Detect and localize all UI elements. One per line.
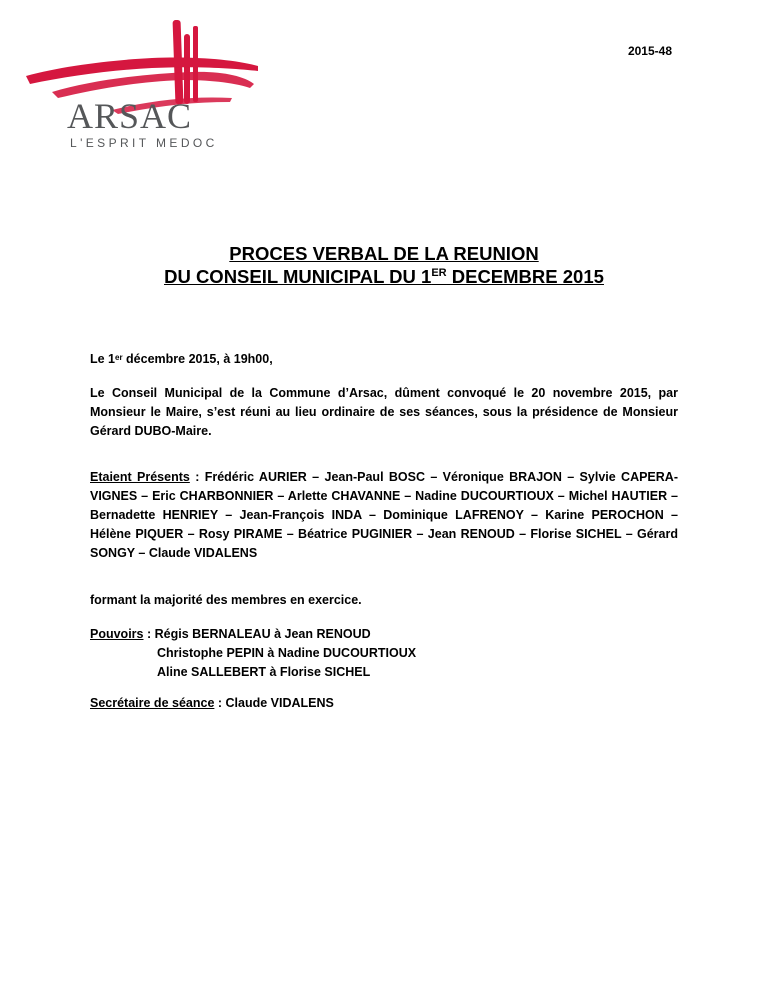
secretaire-line: Secrétaire de séance : Claude VIDALENS: [90, 696, 334, 710]
logo-subtitle: L'ESPRIT MEDOC: [70, 136, 218, 150]
majority-text: formant la majorité des membres en exercice.: [90, 593, 362, 607]
secretaire-label: Secrétaire de séance: [90, 696, 215, 710]
arsac-logo: [22, 14, 262, 164]
pouvoir-3: Aline SALLEBERT à Florise SICHEL: [157, 665, 371, 679]
pouvoirs-block: Pouvoirs : Régis BERNALEAU à Jean RENOUD Christophe PEPIN à Nadine DUCOURTIOUX Aline SALLEBERT à Florise SICHEL: [90, 625, 678, 682]
presents-list: : Frédéric AURIER – Jean-Paul BOSC – Véronique BRAJON – Sylvie CAPERA-VIGNES – Eric CHARBONNIER – Arlette CHAVANNE – Nadine DUCOURTIOUX – Michel HAUTIER – Bernadette HENRIEY – Jean-François INDA – Dominique LAFRENOY – Karine PEROCHON – Hélène PIQUER – Rosy PIRAME – Béatrice PUGINIER – Jean RENOUD – Florise SICHEL – Gérard SONGY – Claude VIDALENS: [90, 470, 678, 560]
title-line-1: PROCES VERBAL DE LA REUNION: [229, 243, 539, 264]
logo-name: ARSAC: [67, 96, 193, 136]
presents-label: Etaient Présents: [90, 470, 190, 484]
pouvoirs-label: Pouvoirs: [90, 627, 144, 641]
document-number: 2015-48: [627, 44, 672, 58]
pouvoir-2: Christophe PEPIN à Nadine DUCOURTIOUX: [157, 646, 417, 660]
title-line-2: DU CONSEIL MUNICIPAL DU 1ER DECEMBRE 2015: [164, 266, 604, 287]
presents-paragraph: [90, 468, 678, 563]
intro-paragraph: Le Conseil Municipal de la Commune d’Arsac, dûment convoqué le 20 novembre 2015, par Monsieur le Maire, s’est réuni au lieu ordinaire de ses séances, sous la présidence de Monsieur Gérard DUBO-Maire.: [90, 386, 678, 438]
meeting-date: Le 1er décembre 2015, à 19h00,: [90, 352, 273, 366]
document-title: [0, 242, 768, 288]
